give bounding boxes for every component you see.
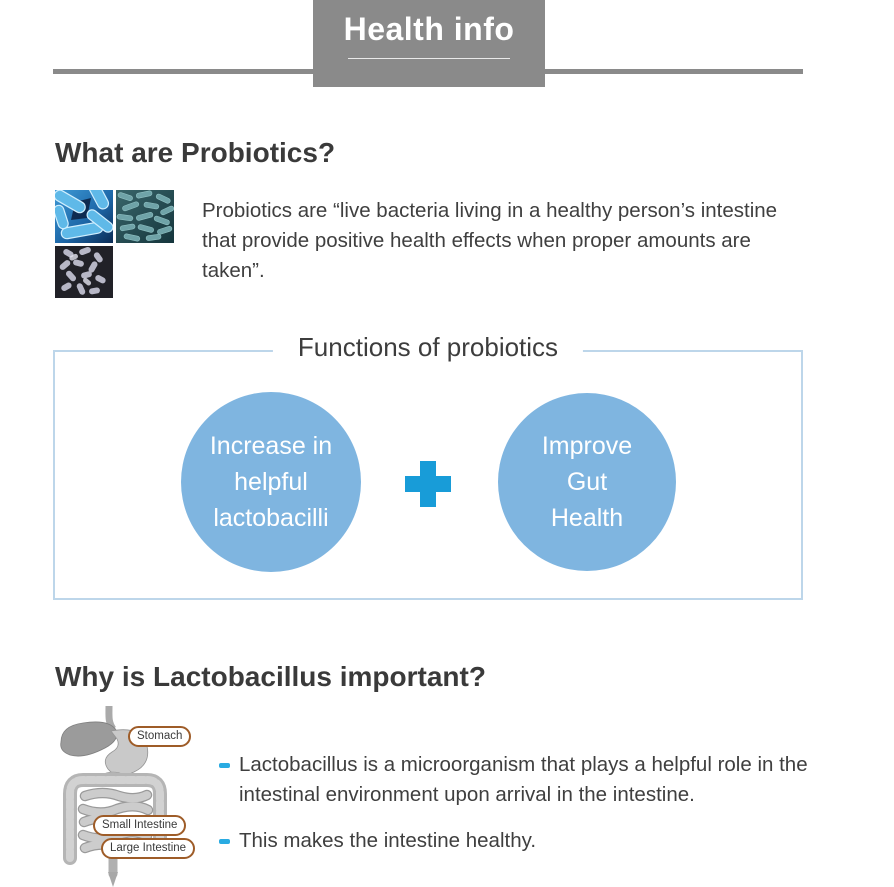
label-stomach: Stomach <box>128 726 191 747</box>
list-item <box>219 750 849 810</box>
circle-text-line: lactobacilli <box>213 504 329 532</box>
bullet-dash-icon <box>219 763 230 768</box>
function-circle-lactobacilli <box>181 392 361 572</box>
plus-icon <box>405 461 451 507</box>
page-title: Health info <box>343 11 515 47</box>
probiotics-definition: Probiotics are “live bacteria living in a healthy person’s intestine that provide positive health effects when proper amounts are taken”. <box>202 199 778 282</box>
bullet-dash-icon <box>219 839 230 844</box>
blue-bacteria-illustration <box>55 190 113 243</box>
lactobacillus-heading: Why is Lactobacillus important? <box>55 661 486 692</box>
digestive-diagram <box>55 706 195 887</box>
header-title-underline <box>348 58 510 59</box>
gray-bacteria-illustration <box>55 246 113 298</box>
bullet-list <box>219 750 849 872</box>
circle-text-line: Gut <box>566 468 608 496</box>
list-item <box>219 826 849 856</box>
label-small-intestine: Small Intestine <box>93 815 186 836</box>
functions-box-title: Functions of probiotics <box>273 332 583 363</box>
label-large-intestine: Large Intestine <box>101 838 195 859</box>
circle-text-line: helpful <box>234 468 308 496</box>
bullet-text: This makes the intestine healthy. <box>239 829 537 852</box>
blue-rod-bacteria-image <box>55 190 113 243</box>
circle-text-line: Improve <box>541 432 633 460</box>
teal-bacteria-illustration <box>116 190 174 243</box>
page-header <box>313 0 545 87</box>
gray-bacteria-image <box>55 246 113 298</box>
circle-text-line: Increase in <box>209 432 333 460</box>
teal-rod-bacteria-image <box>116 190 174 243</box>
function-circle-gut-health <box>498 393 676 571</box>
circle-text-line: Health <box>550 504 624 532</box>
probiotics-heading: What are Probiotics? <box>55 137 336 168</box>
bullet-text: Lactobacillus is a microorganism that plays a helpful role in the intestinal environment upon arrival in the intestine. <box>239 753 808 806</box>
